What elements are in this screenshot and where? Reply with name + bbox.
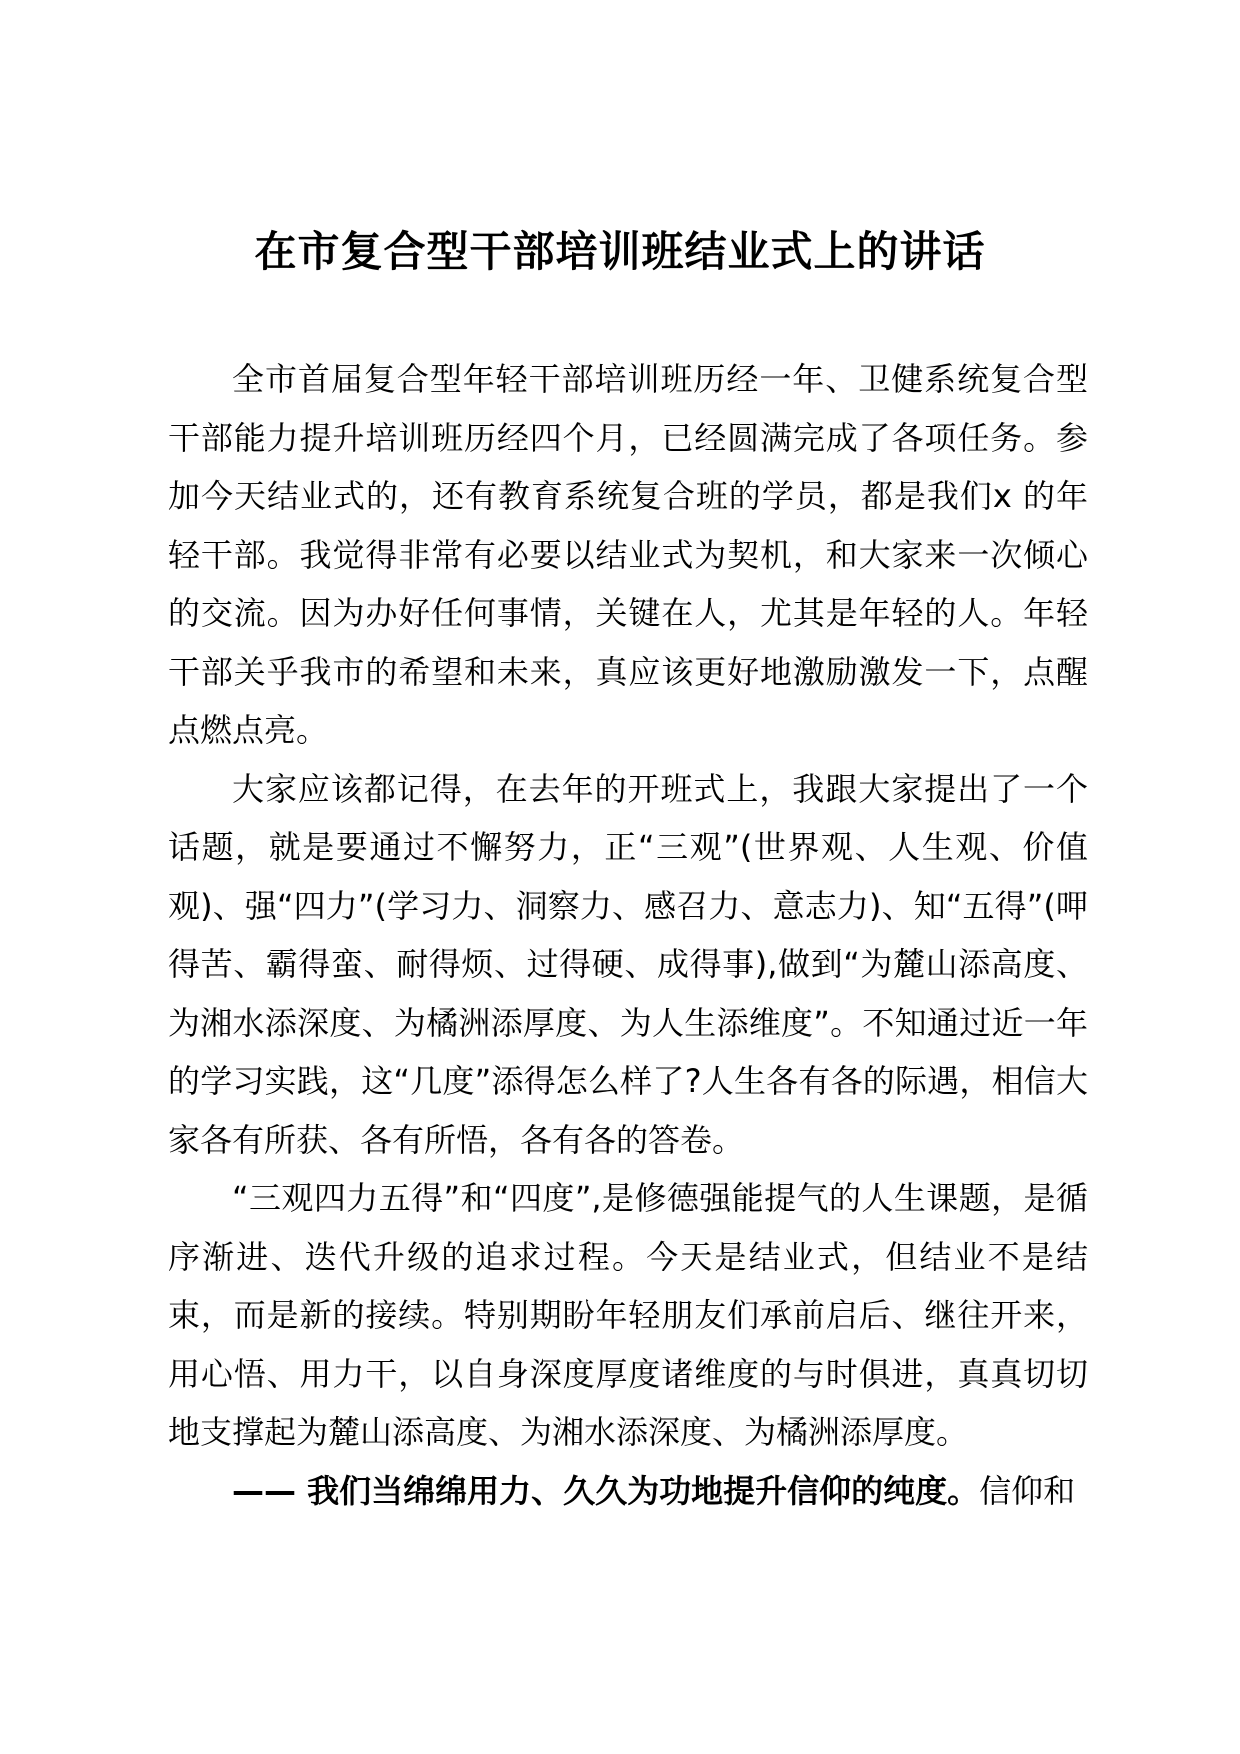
- paragraph-4-rest: 信仰和: [979, 1471, 1076, 1510]
- paragraph-2: 大家应该都记得，在去年的开班式上，我跟大家提出了一个话题，就是要通过不懈努力，正“三观”(世界观、人生观、价值观)、强“四力”(学习力、洞察力、感召力、意志力)、知“五得”(呷得苦、霸得蛮、耐得烦、过得硬、成得事),做到“为麓山添高度、为湘水添深度、为橘洲添厚度、为人生添维度”。不知通过近一年的学习实践，这“几度”添得怎么样了?人生各有各的际遇，相信大家各有所获、各有所悟，各有各的答卷。: [168, 769, 1088, 1159]
- page-title: 在市复合型干部培训班结业式上的讲话: [254, 227, 986, 276]
- paragraph-4: [168, 1462, 1088, 1521]
- paragraph-1: 全市首届复合型年轻干部培训班历经一年、卫健系统复合型干部能力提升培训班历经四个月，已经圆满完成了各项任务。参加今天结业式的，还有教育系统复合班的学员，都是我们x 的年轻干部。我觉得非常有必要以结业式为契机，和大家来一次倾心的交流。因为办好任何事情，关键在人，尤其是年轻的人。年轻干部关乎我市的希望和未来，真应该更好地激励激发一下，点醒点燃点亮。: [168, 360, 1088, 749]
- document-body: [168, 350, 1088, 1520]
- paragraph-4-bold-lead: —— 我们当绵绵用力、久久为功地提升信仰的纯度。: [232, 1471, 980, 1510]
- paragraph-3: “三观四力五得”和“四度”,是修德强能提气的人生课题，是循序渐进、迭代升级的追求过程。今天是结业式，但结业不是结束，而是新的接续。特别期盼年轻朋友们承前启后、继往开来，用心悟、用力干，以自身深度厚度诸维度的与时俱进，真真切切地支撑起为麓山添高度、为湘水添深度、为橘洲添厚度。: [168, 1179, 1088, 1451]
